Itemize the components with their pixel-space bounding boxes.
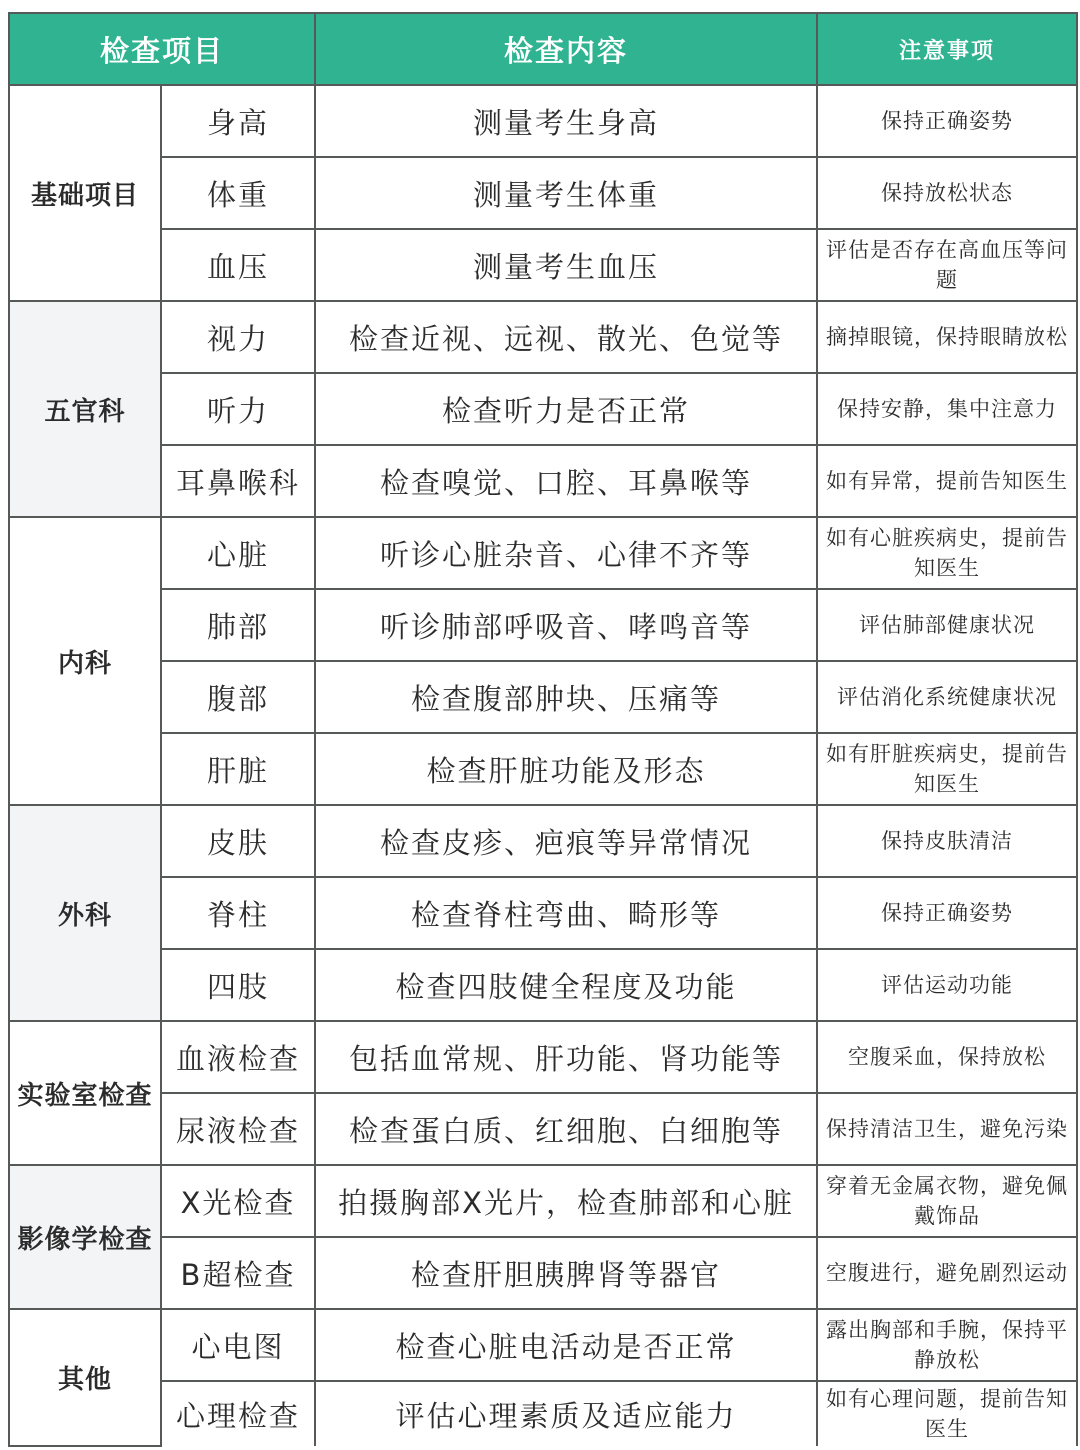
exam-content-cell: 检查嗅觉、口腔、耳鼻喉等: [315, 445, 817, 517]
exam-content-cell: 检查脊柱弯曲、畸形等: [315, 877, 817, 949]
notes-cell: 摘掉眼镜，保持眼睛放松: [817, 301, 1077, 373]
exam-item-cell: 身高: [161, 85, 315, 157]
table-row: [9, 445, 1077, 517]
notes-cell: 露出胸部和手腕，保持平静放松: [817, 1309, 1077, 1381]
exam-content-cell: 检查肝胆胰脾肾等器官: [315, 1237, 817, 1309]
table-row: [9, 1237, 1077, 1309]
table-row: [9, 301, 1077, 373]
notes-cell: 评估肺部健康状况: [817, 589, 1077, 661]
exam-item-cell: 血压: [161, 229, 315, 301]
notes-cell: 如有肝脏疾病史，提前告知医生: [817, 733, 1077, 805]
exam-item-cell: 听力: [161, 373, 315, 445]
table-header-row: [9, 13, 1077, 85]
table-row: [9, 949, 1077, 1021]
exam-table: [8, 12, 1078, 1447]
notes-cell: 空腹进行，避免剧烈运动: [817, 1237, 1077, 1309]
exam-content-cell: 检查近视、远视、散光、色觉等: [315, 301, 817, 373]
category-cell: 内科: [9, 517, 161, 805]
exam-content-cell: 听诊肺部呼吸音、哮鸣音等: [315, 589, 817, 661]
category-cell: 基础项目: [9, 85, 161, 301]
exam-content-cell: 检查四肢健全程度及功能: [315, 949, 817, 1021]
exam-content-cell: 测量考生体重: [315, 157, 817, 229]
table-row: [9, 877, 1077, 949]
category-cell: 其他: [9, 1309, 161, 1446]
exam-content-cell: 检查肝脏功能及形态: [315, 733, 817, 805]
exam-content-cell: 包括血常规、肝功能、肾功能等: [315, 1021, 817, 1093]
exam-item-cell: 四肢: [161, 949, 315, 1021]
table-row: [9, 1309, 1077, 1381]
notes-cell: 评估运动功能: [817, 949, 1077, 1021]
exam-content-cell: 检查听力是否正常: [315, 373, 817, 445]
category-cell: 外科: [9, 805, 161, 1021]
table-row: [9, 373, 1077, 445]
table-row: [9, 517, 1077, 589]
header-notes: 注意事项: [817, 13, 1077, 85]
header-exam-content: 检查内容: [315, 13, 817, 85]
exam-item-cell: 腹部: [161, 661, 315, 733]
notes-cell: 保持清洁卫生，避免污染: [817, 1093, 1077, 1165]
notes-cell: 如有异常，提前告知医生: [817, 445, 1077, 517]
table-row: [9, 229, 1077, 301]
table-row: [9, 805, 1077, 877]
exam-content-cell: 检查皮疹、疤痕等异常情况: [315, 805, 817, 877]
exam-content-cell: 检查腹部肿块、压痛等: [315, 661, 817, 733]
table-row: [9, 1165, 1077, 1237]
table-row: [9, 1381, 1077, 1446]
exam-item-cell: 肺部: [161, 589, 315, 661]
category-cell: 影像学检查: [9, 1165, 161, 1309]
table-body: [9, 85, 1077, 1446]
notes-cell: 如有心脏疾病史，提前告知医生: [817, 517, 1077, 589]
exam-item-cell: 体重: [161, 157, 315, 229]
notes-cell: 保持正确姿势: [817, 85, 1077, 157]
exam-content-cell: 测量考生身高: [315, 85, 817, 157]
notes-cell: 评估是否存在高血压等问题: [817, 229, 1077, 301]
exam-content-cell: 听诊心脏杂音、心律不齐等: [315, 517, 817, 589]
notes-cell: 评估消化系统健康状况: [817, 661, 1077, 733]
notes-cell: 如有心理问题，提前告知医生: [817, 1381, 1077, 1446]
category-cell: 五官科: [9, 301, 161, 517]
exam-content-cell: 评估心理素质及适应能力: [315, 1381, 817, 1446]
table-row: [9, 85, 1077, 157]
exam-item-cell: B超检查: [161, 1237, 315, 1309]
exam-content-cell: 拍摄胸部X光片，检查肺部和心脏: [315, 1165, 817, 1237]
notes-cell: 保持放松状态: [817, 157, 1077, 229]
table-row: [9, 1093, 1077, 1165]
exam-item-cell: 尿液检查: [161, 1093, 315, 1165]
table-row: [9, 1021, 1077, 1093]
exam-item-cell: X光检查: [161, 1165, 315, 1237]
table-row: [9, 589, 1077, 661]
category-cell: 实验室检查: [9, 1021, 161, 1165]
table-row: [9, 733, 1077, 805]
exam-item-cell: 心脏: [161, 517, 315, 589]
notes-cell: 保持正确姿势: [817, 877, 1077, 949]
table-row: [9, 157, 1077, 229]
notes-cell: 空腹采血，保持放松: [817, 1021, 1077, 1093]
exam-item-cell: 心理检查: [161, 1381, 315, 1446]
exam-item-cell: 肝脏: [161, 733, 315, 805]
exam-item-cell: 视力: [161, 301, 315, 373]
exam-content-cell: 测量考生血压: [315, 229, 817, 301]
header-exam-item: 检查项目: [9, 13, 315, 85]
exam-item-cell: 心电图: [161, 1309, 315, 1381]
exam-content-cell: 检查心脏电活动是否正常: [315, 1309, 817, 1381]
exam-item-cell: 血液检查: [161, 1021, 315, 1093]
exam-content-cell: 检查蛋白质、红细胞、白细胞等: [315, 1093, 817, 1165]
notes-cell: 穿着无金属衣物，避免佩戴饰品: [817, 1165, 1077, 1237]
table-row: [9, 661, 1077, 733]
exam-item-cell: 耳鼻喉科: [161, 445, 315, 517]
notes-cell: 保持皮肤清洁: [817, 805, 1077, 877]
exam-item-cell: 脊柱: [161, 877, 315, 949]
exam-item-cell: 皮肤: [161, 805, 315, 877]
notes-cell: 保持安静，集中注意力: [817, 373, 1077, 445]
